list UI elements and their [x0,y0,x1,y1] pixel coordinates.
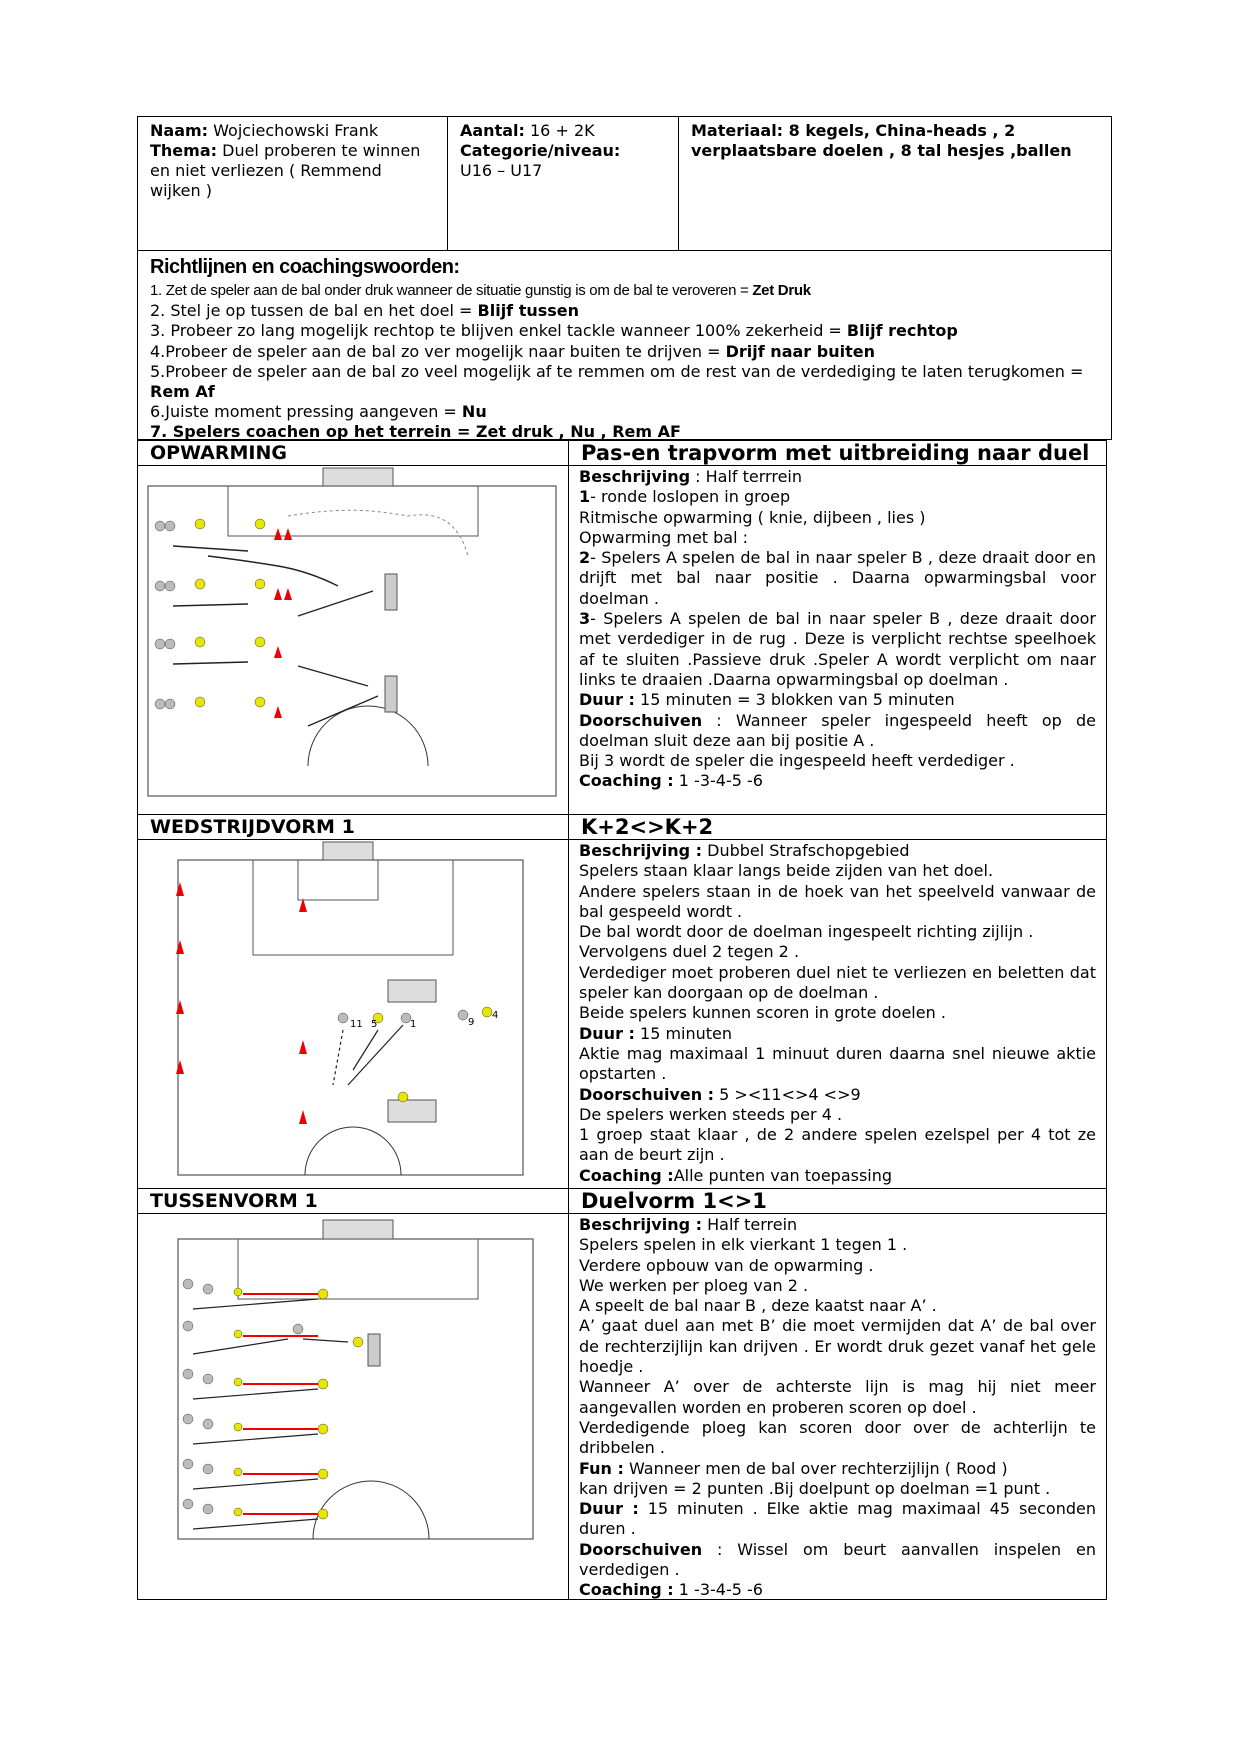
desc-line: Duur : 15 minuten = 3 blokken van 5 minuten [579,690,955,710]
guidelines-box [137,250,1112,440]
desc-line: Wanneer A’ over de achterste lijn is mag hij niet meer aangevallen worden en proberen scoren op doel . [579,1377,1096,1417]
diagram-label: 11 [350,1019,363,1030]
section-title-left: OPWARMING [138,441,569,465]
diagram-label: 5 [371,1019,378,1030]
guideline-item: 4.Probeer de speler aan de bal zo ver mogelijk naar buiten te drijven = Drijf naar buiten [150,341,875,361]
section-wedstrijdvorm [137,814,1107,1189]
guideline-item: 6.Juiste moment pressing aangeven = Nu [150,402,487,422]
diagram-label: 9 [468,1017,475,1028]
desc-line: 3- Spelers A spelen de bal in naar speler B , deze draait door met verdediger in de rug . Deze is verplicht rechtse speelhoek af te sluiten .Passieve druk .Speler A wordt verplicht om naar links te draaien .Daarna opwarmingsbal op doelman . [579,609,1096,689]
desc-line: De bal wordt door de doelman ingespeelt richting zijlijn . [579,922,1034,942]
desc-line: Duur : 15 minuten [579,1023,733,1043]
diagram-label: 4 [492,1010,499,1021]
diagram-opwarming [138,466,569,815]
desc-line: 1- ronde loslopen in groep [579,487,791,507]
desc-line: 1 groep staat klaar , de 2 andere spelen ezelspel per 4 tot ze aan de beurt zijn . [579,1125,1096,1165]
desc-line: Duur : 15 minuten . Elke aktie mag maximaal 45 seconden duren . [579,1499,1097,1539]
section-title-right: Duelvorm 1<>1 [581,1189,767,1213]
section-description [569,840,1106,1189]
guideline-item: 5.Probeer de speler aan de bal zo veel mogelijk af te remmen om de rest van de verdediging te laten terugkomen = [150,361,1084,381]
desc-line: De spelers werken steeds per 4 . [579,1104,843,1124]
desc-line: Spelers spelen in elk vierkant 1 tegen 1 . [579,1235,908,1255]
guideline-item: 2. Stel je op tussen de bal en het doel = Blijf tussen [150,301,580,321]
desc-line: kan drijven = 2 punten .Bij doelpunt op doelman =1 punt . [579,1478,1051,1498]
desc-line: A speelt de bal naar B , deze kaatst naar A’ . [579,1296,937,1316]
section-description [569,466,1106,815]
desc-line: Verdedigende ploeg kan scoren door over de achterlijn te dribbelen . [579,1417,1096,1458]
desc-line: Coaching :Alle punten van toepassing [579,1165,893,1185]
desc-line: Vervolgens duel 2 tegen 2 . [579,942,800,962]
aantal-label: Aantal: [460,121,525,140]
desc-line: Doorschuiven : 5 ><11<>4 <>9 [579,1084,861,1104]
aantal-value: 16 + 2K [530,121,595,140]
desc-line: Coaching : 1 -3-4-5 -6 [579,771,763,791]
desc-line: Coaching : 1 -3-4-5 -6 [579,1580,763,1600]
guideline-item: 1. Zet de speler aan de bal onder druk wanneer de situatie gunstig is om de bal te veroveren = Zet Druk [150,282,811,299]
desc-line: Spelers staan klaar langs beide zijden van het doel. [579,861,994,881]
guideline-item: 7. Spelers coachen op het terrein = Zet druk , Nu , Rem AF [150,422,681,442]
desc-line: Ritmische opwarming ( knie, dijbeen , lies ) [579,507,926,527]
desc-line: Beschrijving : Half terrein [579,1215,798,1234]
guideline-item: Rem Af [150,382,215,402]
materiaal-label: Materiaal: [691,121,784,140]
desc-line: We werken per ploeg van 2 . [579,1275,809,1295]
desc-line: A’ gaat duel aan met B’ die moet vermijden dat A’ de bal over de rechterzijlijn kan drijven . Er wordt druk gezet vanaf het gele hoedje . [579,1316,1096,1377]
thema-value: Duel proberen te winnen en niet verliezen ( Remmend wijken ) [150,141,421,200]
header-name-theme [138,117,448,250]
desc-line: Verdere opbouw van de opwarming . [579,1255,874,1275]
guideline-item: 3. Probeer zo lang mogelijk rechtop te blijven enkel tackle wanneer 100% zekerheid = Blijf rechtop [150,321,958,341]
desc-line: Doorschuiven : Wanneer speler ingespeeld heeft op de doelman sluit deze aan bij positie A . [579,710,1096,750]
categorie-value: U16 – U17 [460,161,543,180]
desc-line: 2- Spelers A spelen de bal in naar speler B , deze draait door en drijft met bal naar positie . Daarna opwarmingsbal voor doelman . [579,548,1096,608]
section-title-left: WEDSTRIJDVORM 1 [138,815,569,839]
diagram-tussenvorm [138,1214,569,1600]
diagram-label: 1 [410,1019,417,1030]
thema-label: Thema: [150,141,218,160]
desc-line: Beschrijving : Dubbel Strafschopgebied [579,841,910,860]
header-table [137,116,1112,251]
section-tussenvorm [137,1188,1107,1600]
header-count-category [448,117,679,250]
desc-line: Bij 3 wordt de speler die ingespeeld heeft verdediger . [579,751,1015,771]
desc-line: Doorschuiven : Wissel om beurt aanvallen inspelen en verdedigen . [579,1539,1096,1580]
section-description [569,1214,1106,1600]
desc-line: Fun : Wanneer men de bal over rechterzijlijn ( Rood ) [579,1458,1008,1478]
desc-line: Opwarming met bal : [579,527,749,547]
desc-line: Andere spelers staan in de hoek van het speelveld vanwaar de bal gespeeld wordt . [579,881,1096,921]
section-title-left: TUSSENVORM 1 [138,1189,569,1213]
section-opwarming [137,440,1107,815]
desc-line: Beide spelers kunnen scoren in grote doelen . [579,1003,946,1023]
naam-label: Naam: [150,121,209,140]
section-title-right: Pas-en trapvorm met uitbreiding naar duel [581,441,1090,465]
section-title-right: K+2<>K+2 [581,815,714,839]
categorie-label: Categorie/niveau: [460,141,621,160]
desc-line: Beschrijving : Half terrrein [579,467,802,486]
header-material [679,117,1111,250]
materiaal-value: 8 kegels, China-heads , 2 verplaatsbare doelen , 8 tal hesjes ,ballen [691,121,1072,160]
desc-line: Aktie mag maximaal 1 minuut duren daarna snel nieuwe aktie opstarten . [579,1043,1096,1084]
naam-value: Wojciechowski Frank [213,121,379,140]
desc-line: Verdediger moet proberen duel niet te verliezen en beletten dat speler kan doorgaan op de doelman . [579,962,1096,1003]
guidelines-title: Richtlijnen en coachingswoorden: [150,256,460,278]
diagram-wedstrijdvorm [138,840,569,1189]
